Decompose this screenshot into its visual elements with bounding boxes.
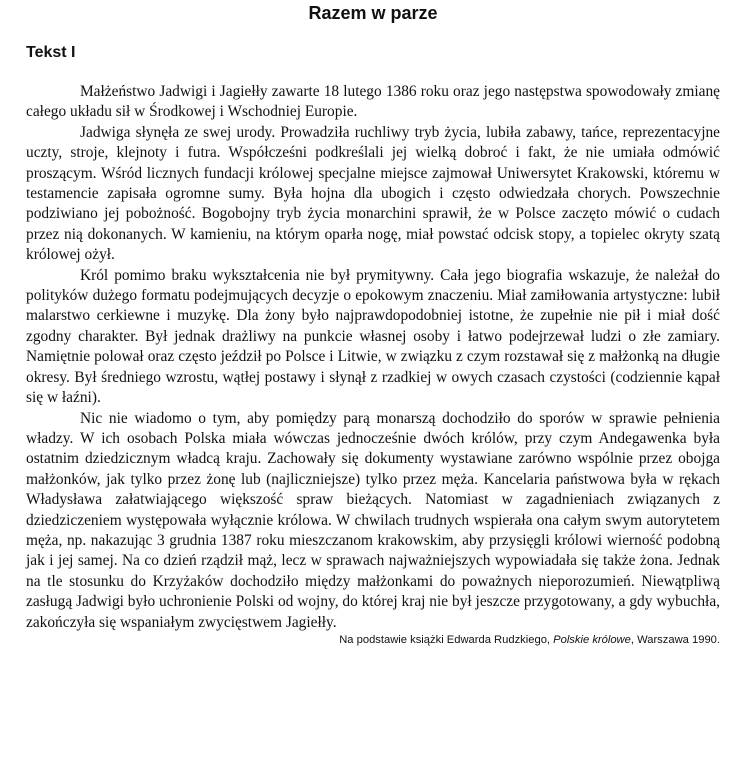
paragraph-4: Nic nie wiadomo o tym, aby pomiędzy parą monarszą dochodziło do sporów w sprawie pełnienia władzy. W ich osobach Polska miała wówczas jednocześnie dwóch królów, przy czym Andegawenka była ostatnim dziedzicznym władcą kraju. Zachowały się dokumenty wystawiane zarówno wspólnie przez obojga małżonków, jak tylko przez żonę lub (najliczniejsze) tylko przez męża. Kancelaria państwowa była w rękach Władysława załatwiającego większość spraw bieżących. Natomiast w zagadnieniach związanych z dziedziczeniem występowała wyłącznie królowa. W chwilach trudnych wspierała ona całym swym autorytetem męża, np. nakazując 3 grudnia 1387 roku mieszczanom krakowskim, aby przysięgli królowi wierność podobną jak i jej samej. Na co dzień rządził mąż, lecz w sprawach najważniejszych wypowiadała się także żona. Jednak na tle stosunku do Krzyżaków dochodziło między małżonkami do poważnych nieporozumień. Niewątpliwą zasługą Jadwigi było uchronienie Polski od wojny, do której kraj nie był jeszcze przygotowany, a gdy wybuchła, zakończyła się wspaniałym zwycięstwem Jagiełły. bbox=[26, 409, 720, 631]
paragraph-1: Małżeństwo Jadwigi i Jagiełły zawarte 18 lutego 1386 roku oraz jego następstwa spowodowały zmianę całego układu sił w Środkowej i Wschodniej Europie. bbox=[26, 83, 720, 121]
source-citation bbox=[26, 633, 720, 648]
paragraph-3: Król pomimo braku wykształcenia nie był prymitywny. Cała jego biografia wskazuje, że należał do polityków dużego formatu podejmujących decyzje o epokowym znaczeniu. Miał zamiłowania artystyczne: lubił malarstwo cerkiewne i muzykę. Dla żony było najprawdopodobniej istotne, że zupełnie nie pił i miał dość zgodny charakter. Był jednak drażliwy na punkcie własnej osoby i łatwo podejrzewał ludzi o złe zamiary. Namiętnie polował oraz często jeździł po Polsce i Litwie, w związku z czym rozstawał się z małżonką na długie okresy. Był średniego wzrostu, wątłej postawy i słynął z rzadkiej w owych czasach czystości (codziennie kąpał się w łaźni). bbox=[26, 266, 720, 407]
source-prefix: Na podstawie książki Edwarda Rudzkiego, bbox=[339, 633, 554, 646]
section-label: Tekst I bbox=[26, 44, 76, 61]
document-title: Razem w parze bbox=[308, 3, 438, 23]
source-book-title: Polskie królowe bbox=[553, 633, 631, 646]
source-suffix: , Warszawa 1990. bbox=[630, 633, 720, 646]
document-body bbox=[26, 82, 720, 633]
paragraph-2: Jadwiga słynęła ze swej urody. Prowadziła ruchliwy tryb życia, lubiła zabawy, tańce, reprezentacyjne uczty, stroje, klejnoty i futra. Współcześni podkreślali jej wielką dobroć i fakt, że nie umiała odmówić proszącym. Wśród licznych fundacji królowej specjalne miejsce zajmował Uniwersytet Krakowski, któremu w testamencie zapisała ogromne sumy. Była hojna dla ubogich i często odwiedzała chorych. Powszechnie podziwiano jej pobożność. Bogobojny tryb życia monarchini sprawił, że w Polsce zaczęto mówić o cudach przez nią dokonanych. W kamieniu, na którym oparła nogę, miał powstać odcisk stopy, a topielec okryty szatą królowej ożył. bbox=[26, 123, 720, 264]
